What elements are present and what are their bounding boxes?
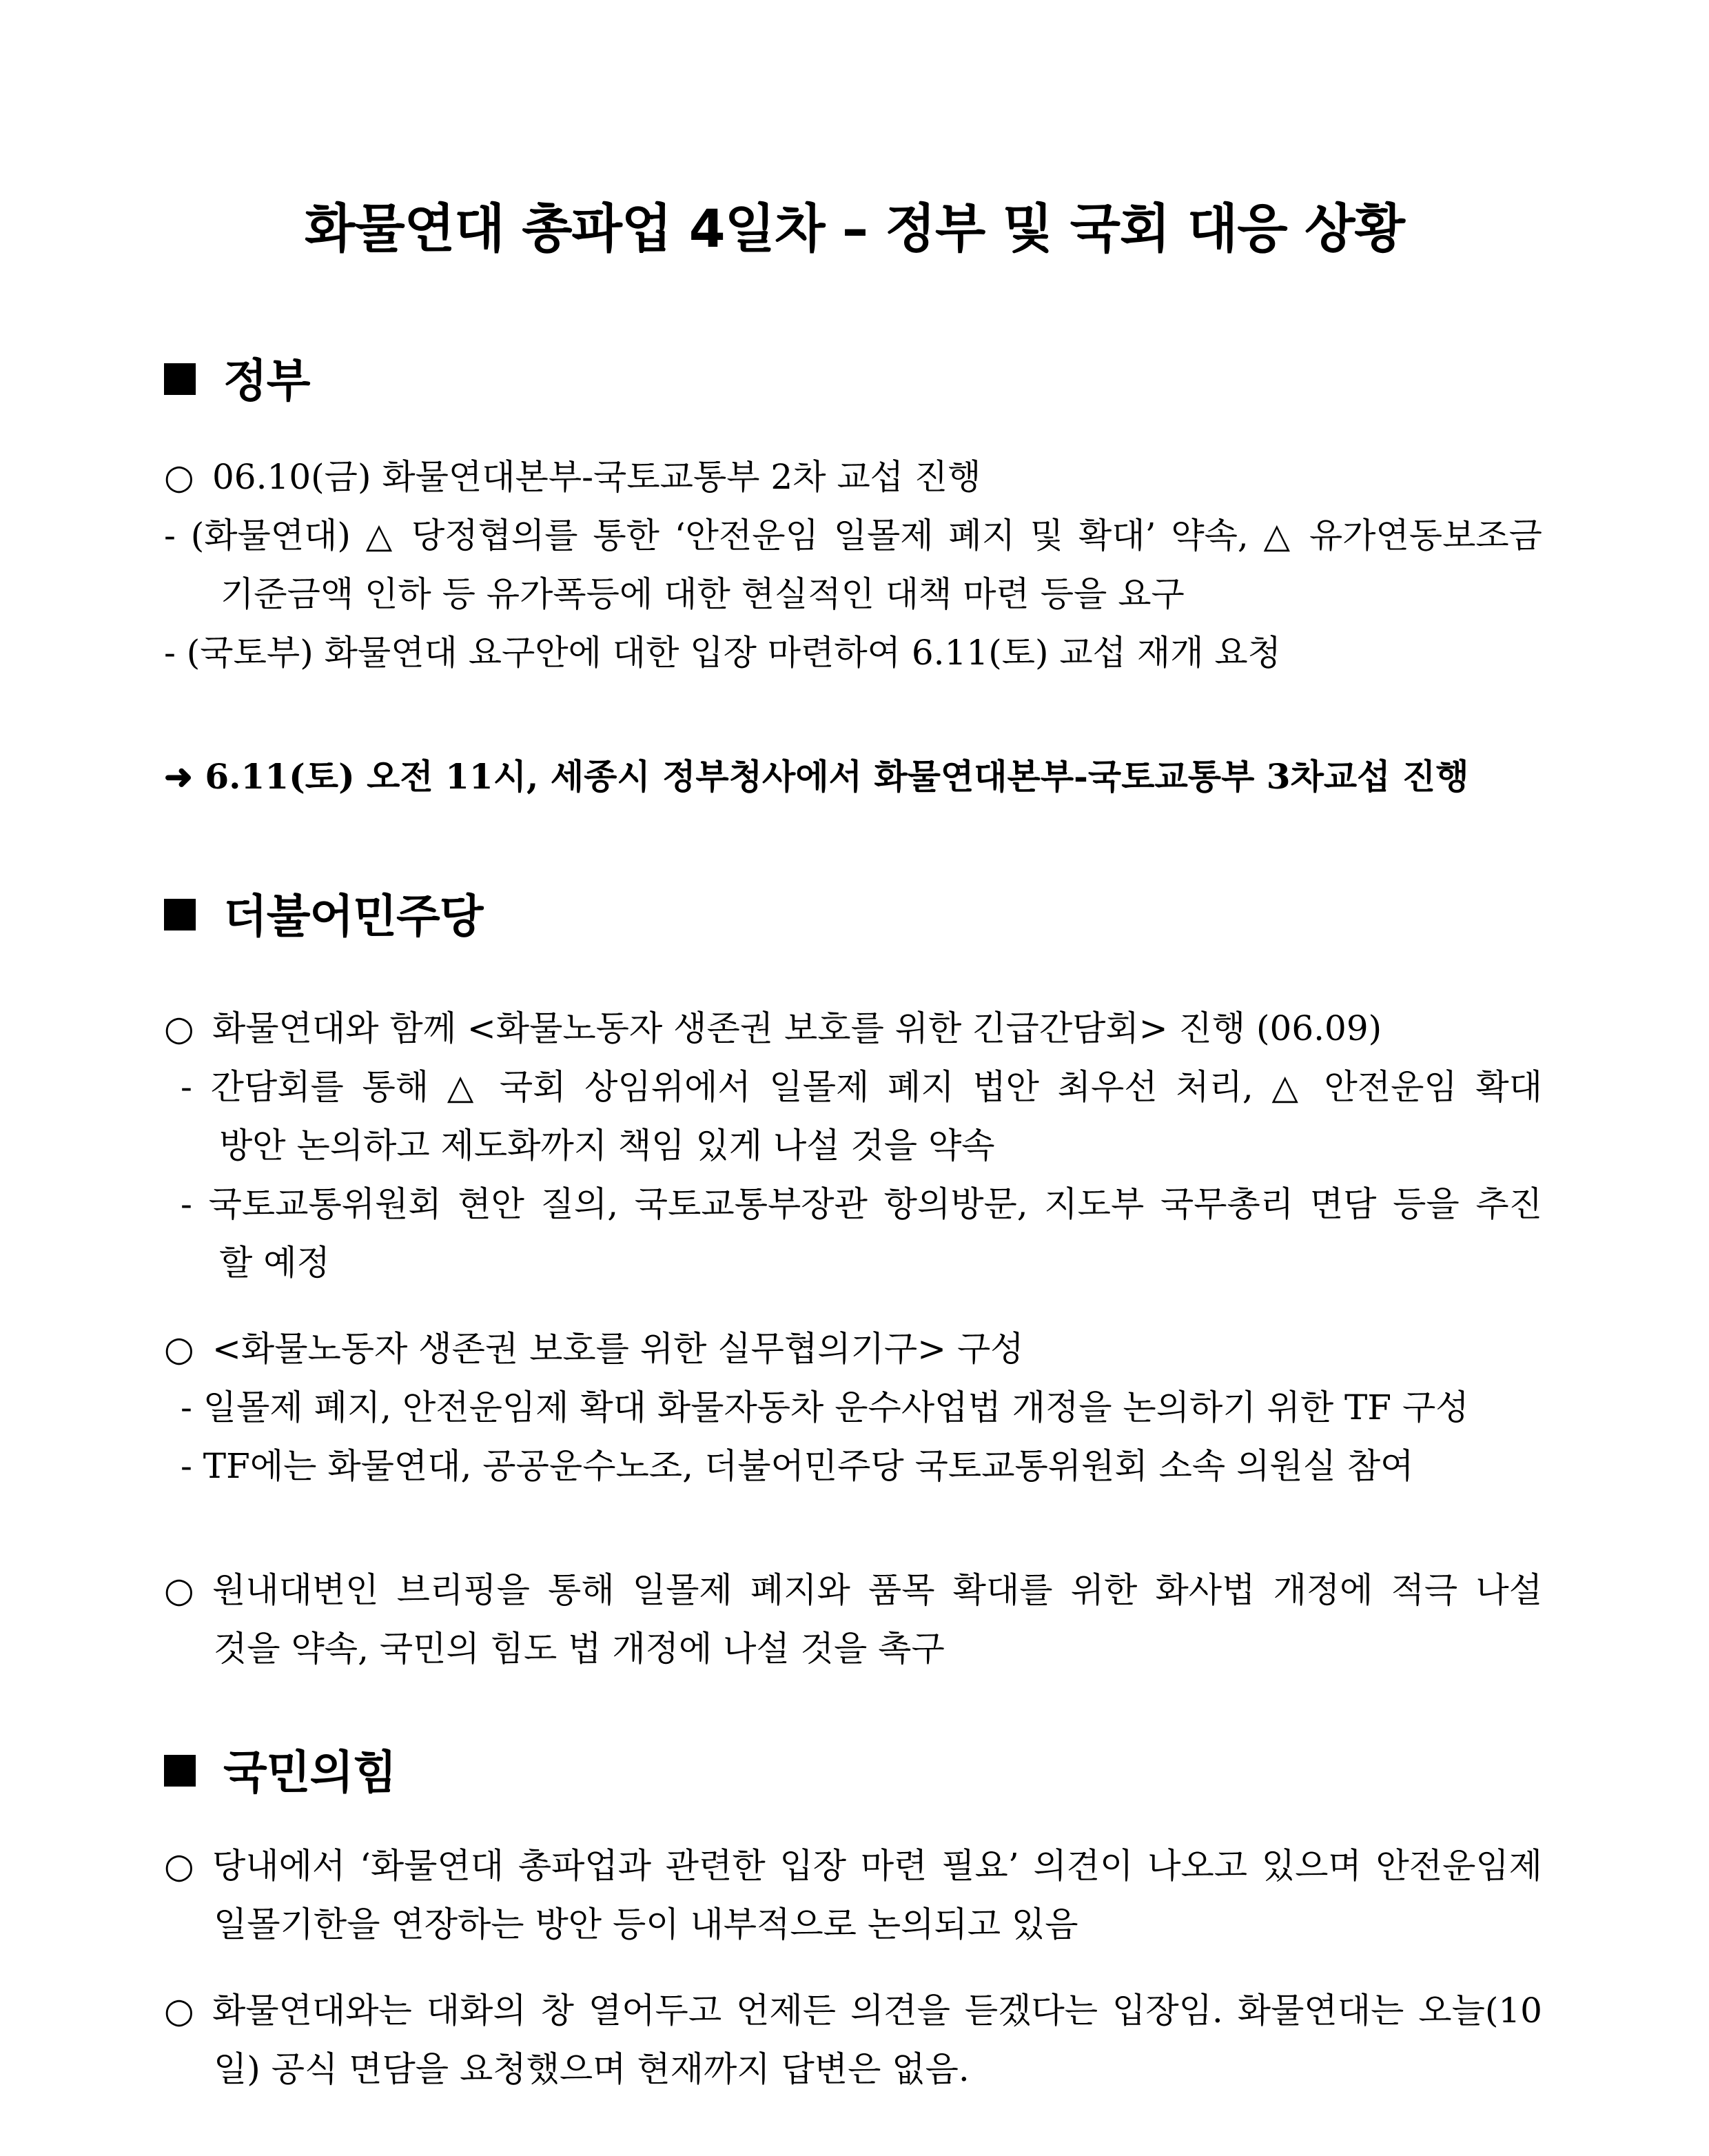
arrow-note xyxy=(164,753,1469,801)
arrow-right-icon: ➜ xyxy=(164,756,193,797)
circle-bullet-icon: ○ xyxy=(164,1570,194,1610)
list-subitem-continuation: 방안 논의하고 제도화까지 책임 있게 나설 것을 약속 xyxy=(219,1126,995,1166)
list-item-text: 원내대변인 브리핑을 통해 일몰제 폐지와 품목 확대를 위한 화사법 개정에 적극 나설 xyxy=(212,1570,1542,1610)
document-title: 화물연대 총파업 4일차 – 정부 및 국회 대응 상황 xyxy=(304,198,1405,259)
list-item-continuation: 일) 공식 면담을 요청했으며 현재까지 답변은 없음. xyxy=(214,2049,970,2089)
list-subitem: - 간담회를 통해 △ 국회 상임위에서 일몰제 폐지 법안 최우선 처리, △ 안전운임 확대 xyxy=(181,1067,1542,1107)
list-subitem: - 일몰제 폐지, 안전운임제 확대 화물자동차 운수사업법 개정을 논의하기 위한 TF 구성 xyxy=(181,1387,1469,1427)
list-item xyxy=(164,1325,1024,1373)
section-heading-label: 더불어민주당 xyxy=(223,890,483,943)
list-item-text: 06.10(금) 화물연대본부-국토교통부 2차 교섭 진행 xyxy=(212,457,981,497)
list-subitem: - (화물연대) △ 당정협의를 통한 ‘안전운임 일몰제 폐지 및 확대’ 약속, △ 유가연동보조금 xyxy=(164,516,1542,556)
list-item xyxy=(164,1004,1382,1052)
section-heading-ppp xyxy=(164,1742,396,1804)
list-item-continuation: 일몰기한을 연장하는 방안 등이 내부적으로 논의되고 있음 xyxy=(214,1904,1078,1944)
list-item-text: 당내에서 ‘화물연대 총파업과 관련한 입장 마련 필요’ 의견이 나오고 있으며 안전운임제 xyxy=(212,1846,1542,1886)
black-square-icon xyxy=(164,899,196,930)
circle-bullet-icon: ○ xyxy=(164,1991,194,2031)
section-heading-label: 국민의힘 xyxy=(223,1746,397,1799)
section-heading-democratic xyxy=(164,886,483,948)
black-square-icon xyxy=(164,363,196,395)
circle-bullet-icon: ○ xyxy=(164,457,194,497)
list-subitem: - (국토부) 화물연대 요구안에 대한 입장 마련하여 6.11(토) 교섭 재개 요청 xyxy=(164,633,1281,673)
list-subitem-continuation: 기준금액 인하 등 유가폭등에 대한 현실적인 대책 마련 등을 요구 xyxy=(221,574,1185,614)
list-item-text: <화물노동자 생존권 보호를 위한 실무협의기구> 구성 xyxy=(212,1329,1024,1369)
black-square-icon xyxy=(164,1755,196,1787)
circle-bullet-icon: ○ xyxy=(164,1008,194,1048)
list-subitem: - 국토교통위원회 현안 질의, 국토교통부장관 항의방문, 지도부 국무총리 면담 등을 추진 xyxy=(181,1184,1542,1224)
arrow-note-text: 6.11(토) 오전 11시, 세종시 정부청사에서 화물연대본부-국토교통부 3차교섭 진행 xyxy=(205,756,1469,797)
section-heading-government xyxy=(164,350,310,412)
circle-bullet-icon: ○ xyxy=(164,1846,194,1886)
list-subitem-continuation: 할 예정 xyxy=(219,1243,330,1283)
list-subitem: - TF에는 화물연대, 공공운수노조, 더불어민주당 국토교통위원회 소속 의원실 참여 xyxy=(181,1446,1414,1486)
list-item-text: 화물연대와 함께 <화물노동자 생존권 보호를 위한 긴급간담회> 진행 (06.09) xyxy=(212,1008,1382,1048)
list-item-continuation: 것을 약속, 국민의 힘도 법 개정에 나설 것을 촉구 xyxy=(214,1629,945,1669)
section-heading-label: 정부 xyxy=(223,354,310,407)
list-item-text: 화물연대와는 대화의 창 열어두고 언제든 의견을 듣겠다는 입장임. 화물연대는 오늘(10 xyxy=(212,1991,1542,2031)
circle-bullet-icon: ○ xyxy=(164,1329,194,1369)
list-item xyxy=(164,453,981,501)
